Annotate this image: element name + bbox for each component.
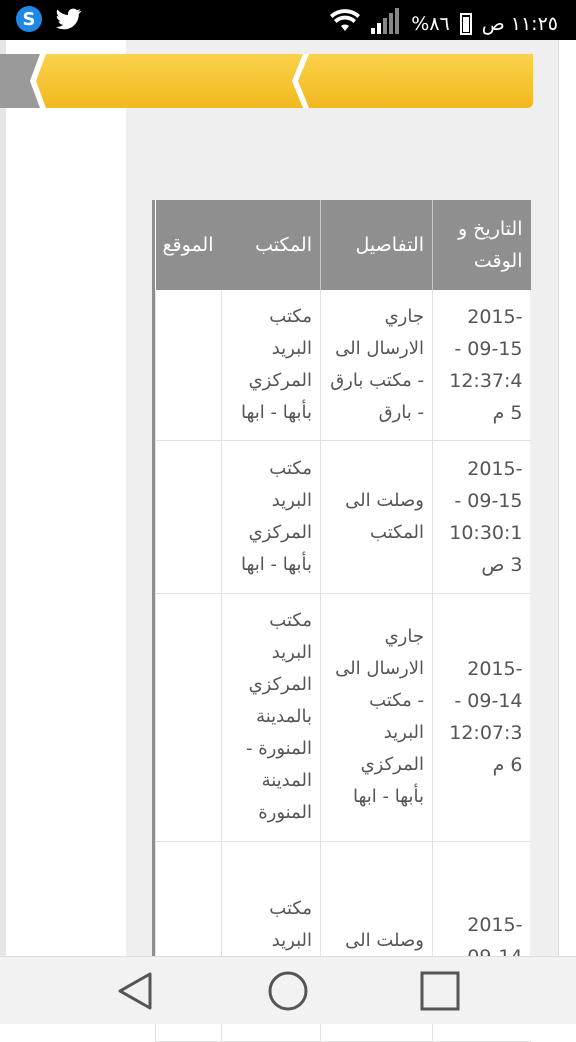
- back-icon[interactable]: [114, 969, 158, 1013]
- cell-office: مكتب البريد: [222, 841, 321, 1041]
- left-border: [0, 40, 6, 956]
- table-row: [156, 440, 531, 593]
- cell-datetime: 2015-09-15 - 10:30:13 ص: [433, 440, 531, 593]
- signal-icon: [371, 8, 401, 39]
- header-location: الموقع: [156, 200, 222, 290]
- battery-percent: %٨٦: [411, 12, 450, 35]
- table-row: [156, 290, 531, 440]
- cell-details: جاري الارسال الى - مكتب البريد المركزي بأبها - ابها: [321, 593, 433, 841]
- breadcrumb-ribbon[interactable]: [0, 54, 533, 108]
- clock: ١١:٢٥ ص: [481, 12, 558, 35]
- status-bar: [0, 0, 576, 40]
- cell-datetime: 2015-: [433, 841, 531, 1041]
- cell-details: وصلت الى: [321, 841, 433, 1041]
- cell-location: [156, 440, 222, 593]
- skype-icon: S: [16, 6, 42, 32]
- cell-location: [156, 593, 222, 841]
- right-border: [558, 40, 576, 956]
- tracking-table-container[interactable]: [152, 200, 530, 960]
- recents-icon[interactable]: [418, 969, 462, 1013]
- header-office: المكتب: [222, 200, 321, 290]
- cell-datetime: 2015-09-15 - 12:37:45 م: [433, 290, 531, 440]
- navigation-bar: [0, 956, 576, 1024]
- home-icon[interactable]: [266, 969, 310, 1013]
- cell-office: مكتب البريد المركزي بأبها - ابها: [222, 440, 321, 593]
- cell-details: جاري الارسال الى - مكتب بارق - بارق: [321, 290, 433, 440]
- battery-icon: [460, 13, 472, 35]
- cell-office: مكتب البريد المركزي بالمدينة المنورة - المدينة المنورة: [222, 593, 321, 841]
- page-content: [0, 40, 576, 956]
- wifi-icon: [329, 9, 361, 38]
- table-row: [156, 593, 531, 841]
- cell-datetime: 2015-09-14 - 12:07:36 م: [433, 593, 531, 841]
- twitter-icon: [56, 8, 82, 30]
- header-details: التفاصيل: [321, 200, 433, 290]
- cell-location: [156, 290, 222, 440]
- cell-details: وصلت الى المكتب: [321, 440, 433, 593]
- tracking-table: [155, 200, 531, 1042]
- header-datetime: التاريخ و الوقت: [433, 200, 531, 290]
- cell-office: مكتب البريد المركزي بأبها - ابها: [222, 290, 321, 440]
